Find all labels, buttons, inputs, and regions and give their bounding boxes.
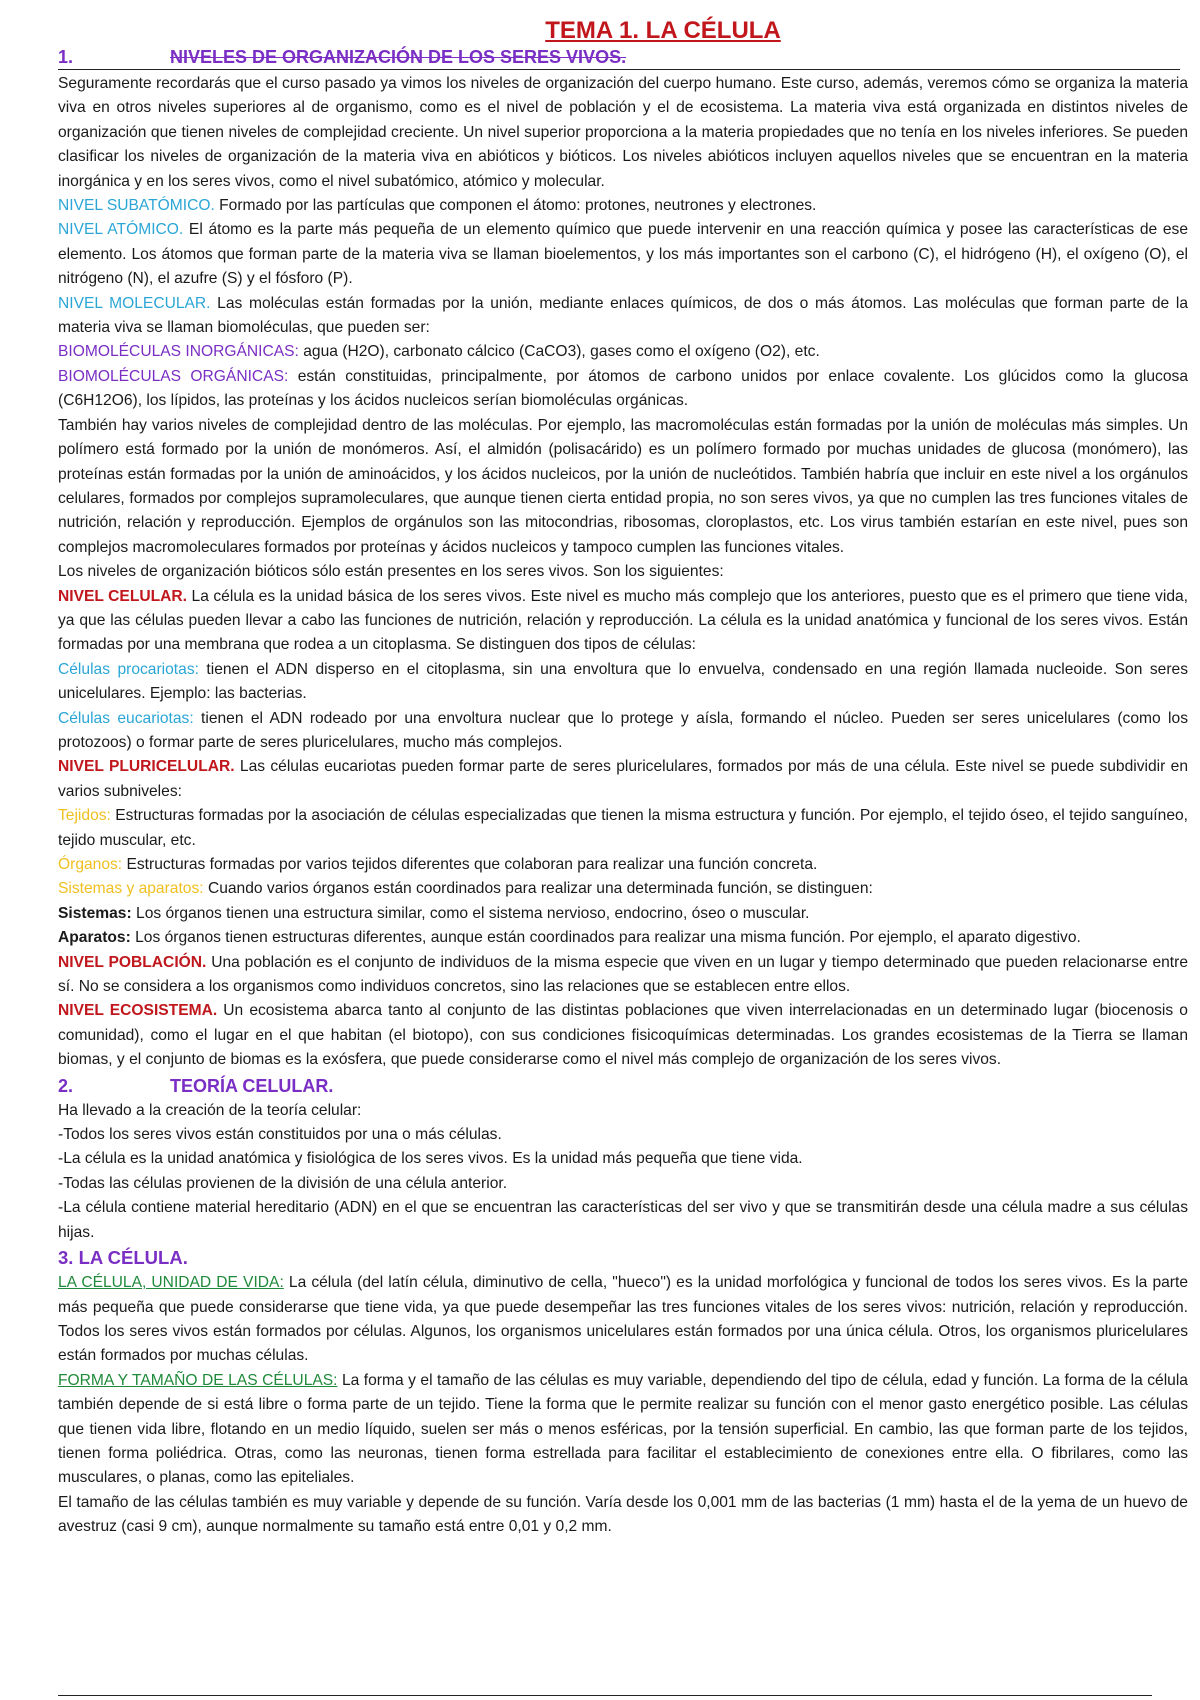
section-2-heading bbox=[58, 1075, 1188, 1097]
section-1-title: NIVELES DE ORGANIZACIÓN DE LOS SERES VIVOS. bbox=[170, 47, 627, 67]
bottom-divider bbox=[58, 1695, 1152, 1696]
cell-theory-point: -La célula es la unidad anatómica y fisiológica de los seres vivos. Es la unidad más pequeña que tiene vida. bbox=[58, 1150, 803, 1168]
cellular-paragraph bbox=[58, 585, 1188, 658]
systems-paragraph bbox=[58, 902, 1188, 926]
cell-theory-intro: Ha llevado a la creación de la teoría celular: bbox=[58, 1101, 362, 1119]
tissues-label: Tejidos: bbox=[58, 807, 111, 825]
apparatus-paragraph bbox=[58, 926, 1188, 950]
complexity-paragraph: También hay varios niveles de complejidad dentro de las moléculas. Por ejemplo, las macromoléculas están formadas por la unión de moléculas más simples. Un polímero está formado por la unión de monómeros. Así, el almidón (polisacárido) es un polímero formado por muchas unidades de glucosa (monómero), las proteínas están formadas por la unión de aminoácidos, y los ácidos nucleicos, por la unión de nucleótidos. También habría que incluir en este nivel a los orgánulos celulares, formados por complejos supramoleculares, que aunque tienen cierta entidad propia, no son seres vivos, ya que no cumplen las tres funciones vitales de nutrición, relación y reproducción. Ejemplos de orgánulos son las mitocondrias, ribosomas, cloroplastos, etc. Los virus también estarían en este nivel, pues son complejos macromoleculares formados por proteínas y ácidos nucleicos y tampoco cumplen las funciones vitales. bbox=[58, 416, 1188, 556]
section-3-heading bbox=[58, 1247, 1188, 1269]
subatomic-label: NIVEL SUBATÓMICO. bbox=[58, 197, 215, 215]
organic-biomolecules-text: están constituidas, principalmente, por átomos de carbono unidos por enlace covalente. Los glúcidos como la glucosa (C6H12O6), los lípidos, las proteínas y los ácidos nucleicos serían biomoléculas orgánicas. bbox=[58, 367, 1188, 410]
tissues-paragraph bbox=[58, 804, 1188, 853]
inorganic-biomolecules-paragraph bbox=[58, 340, 1188, 364]
organs-label: Órganos: bbox=[58, 856, 123, 873]
cell-unit-paragraph bbox=[58, 1271, 1188, 1369]
systems-text: Los órganos tienen una estructura similar, como el sistema nervioso, endocrino, óseo o muscular. bbox=[131, 904, 810, 922]
organs-paragraph bbox=[58, 853, 1188, 877]
multicellular-paragraph bbox=[58, 755, 1188, 804]
cell-theory-point: -La célula contiene material hereditario (ADN) en el que se encuentran las características del ser vivo y que se transmitirán desde una célula madre a sus células hijas. bbox=[58, 1199, 1188, 1241]
molecular-paragraph bbox=[58, 292, 1188, 341]
population-text: Una población es el conjunto de individuos de la misma especie que viven en un lugar y tiempo determinado que pueden relacionarse entre sí. No se considera a los organismos como individuos concretos, sino las relaciones que se establecen entre ellos. bbox=[58, 953, 1188, 996]
tissues-text: Estructuras formadas por la asociación de células especializadas que tienen la misma estructura y función. Por ejemplo, el tejido óseo, el tejido sanguíneo, tejido muscular, etc. bbox=[58, 807, 1188, 849]
inorganic-biomolecules-label: BIOMOLÉCULAS INORGÁNICAS: bbox=[58, 343, 299, 361]
atomic-label: NIVEL ATÓMICO. bbox=[58, 221, 184, 239]
atomic-paragraph bbox=[58, 218, 1188, 291]
cell-size-paragraph: El tamaño de las células también es muy variable y depende de su función. Varía desde los 0,001 mm de las bacterias (1 mm) hasta el de la yema de un huevo de avestruz (casi 9 cm), aunque normalmente su tamaño está entre 0,01 y 0,2 mm. bbox=[58, 1493, 1188, 1536]
ecosystem-text: Un ecosistema abarca tanto al conjunto de las distintas poblaciones que viven interrelacionadas en un determinado lugar (biocenosis o comunidad), como el lugar en el que habitan (el biotopo), con sus condiciones fisicoquímicas determinadas. Los grandes ecosistemas de la Tierra se llaman biomas, y el conjunto de biomas es la exósfera, que puede considerarse como el nivel más complejo de organización de los seres vivos. bbox=[58, 1002, 1188, 1069]
ecosystem-paragraph bbox=[58, 999, 1188, 1072]
eukaryotic-paragraph bbox=[58, 707, 1188, 756]
apparatus-label: Aparatos: bbox=[58, 929, 131, 947]
population-label: NIVEL POBLACIÓN. bbox=[58, 953, 207, 971]
population-paragraph bbox=[58, 951, 1188, 1000]
multicellular-label: NIVEL PLURICELULAR. bbox=[58, 758, 235, 776]
systems-apparatus-text: Cuando varios órganos están coordinados para realizar una determinada función, se distinguen: bbox=[203, 880, 873, 898]
prokaryotic-paragraph bbox=[58, 658, 1188, 707]
cellular-label: NIVEL CELULAR. bbox=[58, 587, 187, 605]
systems-label: Sistemas: bbox=[58, 904, 132, 922]
multicellular-text: Las células eucariotas pueden formar parte de seres pluricelulares, formados por más de una célula. Este nivel se puede subdividir en varios subniveles: bbox=[58, 758, 1188, 800]
systems-apparatus-paragraph bbox=[58, 877, 1188, 901]
cell-theory-point: -Todos los seres vivos están constituidos por una o más células. bbox=[58, 1126, 502, 1144]
atomic-text: El átomo es la parte más pequeña de un elemento químico que puede intervenir en una reacción química y posee las características de ese elemento. Los átomos que forman parte de la materia viva se llaman bioelementos, y los más importantes son el carbono (C), el hidrógeno (H), el oxígeno (O), el nitrógeno (N), el azufre (S) y el fósforo (P). bbox=[58, 221, 1188, 288]
intro-paragraph: Seguramente recordarás que el curso pasado ya vimos los niveles de organización del cuerpo humano. Este curso, además, veremos cómo se organiza la materia viva en otros niveles superiores al de organismo, como es el nivel de población y el de ecosistema. La materia viva está organizada en distintos niveles de organización que tienen niveles de complejidad creciente. Un nivel superior proporciona a la materia propiedades que no tenía en los niveles inferiores. Se pueden clasificar los niveles de organización de la materia viva en abióticos y bióticos. Los niveles abióticos incluyen aquellos niveles que se encuentran en la materia inorgánica y en los seres vivos, como el nivel subatómico, atómico y molecular. bbox=[58, 75, 1188, 190]
apparatus-text: Los órganos tienen estructuras diferentes, aunque están coordinados para realizar una misma función. Por ejemplo, el aparato digestivo. bbox=[130, 929, 1081, 947]
subatomic-paragraph bbox=[58, 194, 1188, 218]
prokaryotic-text: tienen el ADN disperso en el citoplasma, sin una envoltura que lo envuelva, condensado en una región llamada nucleoide. Son seres unicelulares. Ejemplo: las bacterias. bbox=[58, 660, 1189, 703]
section-1-heading bbox=[58, 46, 1180, 70]
inorganic-biomolecules-text: agua (H2O), carbonato cálcico (CaCO3), gases como el oxígeno (O2), etc. bbox=[298, 343, 820, 361]
section-2-number: 2. bbox=[58, 1075, 74, 1096]
cell-unit-label: LA CÉLULA, UNIDAD DE VIDA: bbox=[58, 1274, 284, 1292]
eukaryotic-label: Células eucariotas: bbox=[58, 709, 194, 727]
organic-biomolecules-paragraph bbox=[58, 365, 1188, 414]
cell-theory-point: -Todas las células provienen de la división de una célula anterior. bbox=[58, 1174, 508, 1192]
organs-text: Estructuras formadas por varios tejidos diferentes que colaboran para realizar una función concreta. bbox=[122, 856, 818, 873]
organic-biomolecules-label: BIOMOLÉCULAS ORGÁNICAS: bbox=[58, 367, 289, 385]
subatomic-text: Formado por las partículas que componen el átomo: protones, neutrones y electrones. bbox=[214, 197, 817, 215]
section-2-title: TEORÍA CELULAR. bbox=[170, 1075, 334, 1096]
biotic-levels-paragraph: Los niveles de organización bióticos sólo están presentes en los seres vivos. Son los siguientes: bbox=[58, 563, 724, 581]
cellular-text: La célula es la unidad básica de los seres vivos. Este nivel es mucho más complejo que los anteriores, puesto que es el primero que tiene vida, ya que las células pueden llevar a cabo las funciones de nutrición, relación y reproducción. La célula es la unidad anatómica y funcional de los seres vivos. Están formadas por una membrana que rodea a un citoplasma. Se distinguen dos tipos de células: bbox=[58, 587, 1188, 654]
molecular-label: NIVEL MOLECULAR. bbox=[58, 294, 211, 312]
systems-apparatus-label: Sistemas y aparatos: bbox=[58, 880, 204, 898]
section-3-title: 3. LA CÉLULA. bbox=[58, 1247, 188, 1269]
section-1-number: 1. bbox=[58, 47, 74, 67]
cell-shape-paragraph bbox=[58, 1369, 1188, 1491]
page-title: TEMA 1. LA CÉLULA bbox=[545, 17, 781, 44]
eukaryotic-text: tienen el ADN rodeado por una envoltura nuclear que lo protege y aísla, formando el núcleo. Pueden ser seres unicelulares (como los protozoos) o formar parte de seres pluricelulares, mucho más complejos. bbox=[58, 709, 1188, 751]
molecular-text: Las moléculas están formadas por la unión, mediante enlaces químicos, de dos o más átomos. Las moléculas que forman parte de la materia viva se llaman biomoléculas, que pueden ser: bbox=[58, 294, 1188, 337]
prokaryotic-label: Células procariotas: bbox=[58, 660, 199, 678]
cell-shape-text: La forma y el tamaño de las células es muy variable, dependiendo del tipo de célula, edad y función. La forma de la célula también depende de si está libre o forma parte de un tejido. Tiene la forma que le permite realizar su función con el menor gasto energético posible. Las células que tienen vida libre, flotando en un medio líquido, suelen ser más o menos esféricas, por la tensión superficial. En cambio, las que forman parte de los tejidos, tienen forma poliédrica. Otras, como las neuronas, tienen forma estrellada para facilitar el establecimiento de conexiones entre ella. O fibrilares, como las musculares, o planas, como las epiteliales. bbox=[58, 1371, 1188, 1487]
cell-unit-text: La célula (del latín célula, diminutivo de cella, "hueco") es la unidad morfológica y funcional de todos los seres vivos. Es la parte más pequeña que puede considerarse que tiene vida, ya que puede desempeñar las tres funciones vitales de los seres vivos: nutrición, relación y reproducción. Todos los seres vivos están formados por células. Algunos, los organismos unicelulares están formados por una única célula. Otros, los organismos pluricelulares están formados por muchas células. bbox=[58, 1274, 1188, 1365]
cell-shape-label: FORMA Y TAMAÑO DE LAS CÉLULAS: bbox=[58, 1371, 338, 1389]
ecosystem-label: NIVEL ECOSISTEMA. bbox=[58, 1002, 218, 1020]
